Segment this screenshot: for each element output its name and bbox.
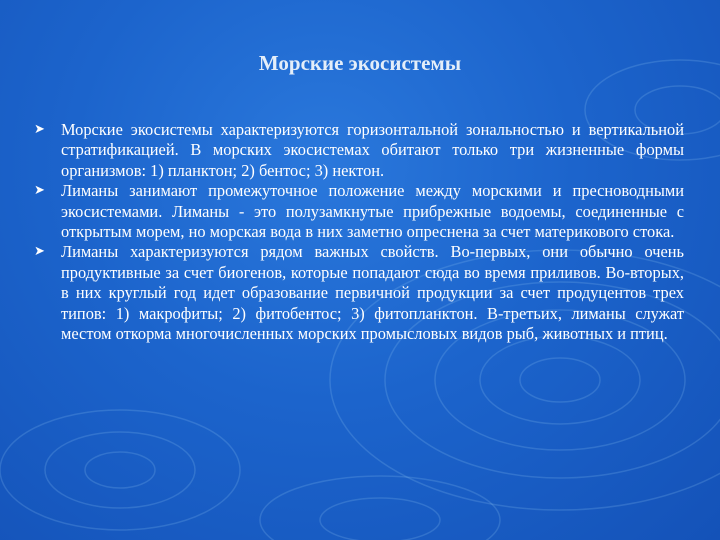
- arrowhead-bullet-icon: ➤: [34, 122, 45, 137]
- bullet-item: [34, 120, 684, 181]
- bullet-list: [34, 120, 684, 344]
- bullet-text: Морские экосистемы характеризуются горизонтальной зональностью и вертикальной стратификацией. В морских экосистемах обитают только три жизненные формы организмов: 1) планктон; 2) бентос; 3) нектон.: [61, 120, 684, 180]
- slide-title: Морские экосистемы: [258, 51, 462, 75]
- arrowhead-bullet-icon: ➤: [34, 183, 45, 199]
- bullet-item: [34, 242, 684, 344]
- bullet-text: Лиманы характеризуются рядом важных свойств. Во-первых, они обычно очень продуктивные за счет биогенов, которые попадают сюда во время приливов. Во-вторых, в них круглый год идет образование первичной продукции за счет продуцентов трех типов: 1) макрофиты; 2) фитобентос; 3) фитопланктон. В-третьих, лиманы служат местом откорма многочисленных морских промысловых видов рыб, животных и птиц.: [61, 242, 684, 344]
- bullet-text: Лиманы занимают промежуточное положение между морскими и пресноводными экосистемами. Лиманы - это полузамкнутые прибрежные водоемы, соединенные с открытым морем, но морская вода в них заметно опреснена за счет материкового стока.: [61, 181, 684, 242]
- arrowhead-bullet-icon: ➤: [34, 244, 45, 260]
- bullet-item: [34, 181, 684, 242]
